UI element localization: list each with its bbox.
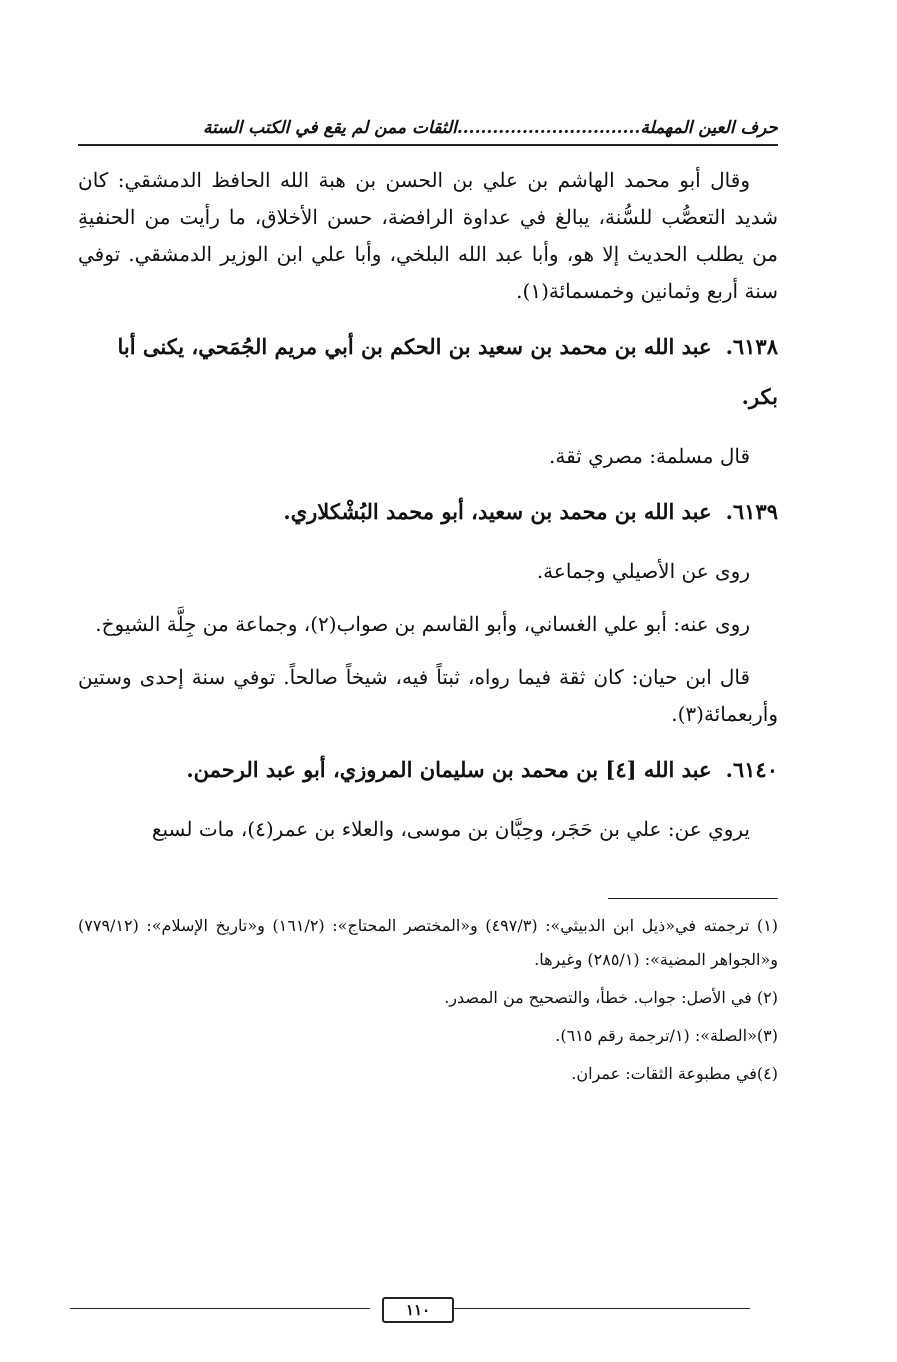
page-footer: [70, 1297, 750, 1321]
footnote-separator: [608, 898, 778, 899]
footnotes: [78, 909, 778, 1091]
header-chapter-title: حرف العين المهملة: [640, 118, 778, 138]
footer-rule-right: [450, 1308, 750, 1309]
paragraph: قال ابن حيان: كان ثقة فيما رواه، ثبتاً فيه، شيخاً صالحاً. توفي سنة إحدى وستين وأربعمائة(٣).: [78, 665, 778, 726]
entry-title: عبد الله بن محمد بن سعيد بن الحكم بن أبي مريم الجُمَحي، يكنى أبا بكر.: [117, 334, 778, 409]
entry-title: عبد الله بن محمد بن سعيد، أبو محمد البُشْكلاري.: [283, 499, 712, 524]
footer-rule-left: [70, 1308, 370, 1309]
header-book-title: الثقات ممن لم يقع في الكتب الستة: [203, 118, 457, 138]
entry-number: ٦١٣٨.: [725, 334, 778, 359]
page: [78, 118, 778, 1095]
paragraph: يروي عن: علي بن حَجَر، وحِبَّان بن موسى، والعلاء بن عمر(٤)، مات لسبع: [151, 817, 750, 841]
footnote: (٣)«الصلة»: (١/ترجمة رقم ٦١٥).: [555, 1026, 778, 1045]
page-number: ١١٠: [382, 1297, 454, 1323]
entry-heading: [78, 487, 778, 537]
entry-heading: [78, 322, 778, 422]
footnote: (١) ترجمته في«ذيل ابن الدبيثي»: (٤٩٧/٣) و«المختصر المحتاج»: (١٦١/٢) و«تاريخ الإسلام»: (٧٧٩/١٢) و«الجواهر المضية»: (٢٨٥/١) وغيرها.: [78, 916, 779, 969]
header-dots: ...............................: [456, 118, 641, 138]
entry-heading: [78, 745, 778, 795]
main-text: [78, 162, 778, 848]
footnote: (٢) في الأصل: جواب. خطأ، والتصحيح من المصدر.: [444, 988, 778, 1007]
paragraph: وقال أبو محمد الهاشم بن علي بن الحسن بن هبة الله الحافظ الدمشقي: كان شديد التعصُّب للسُّنة، يبالغ في عداوة الرافضة، حسن الأخلاق، ما رأيت من الحنفيةِ من يطلب الحديث إلا هو، وأبا عبد الله البلخي، وأبا علي ابن الوزير الدمشقي. توفي سنة أربع وثمانين وخمسمائة(١).: [78, 168, 778, 303]
entry-number: ٦١٤٠.: [725, 757, 778, 782]
paragraph: قال مسلمة: مصري ثقة.: [549, 444, 750, 468]
entry-number: ٦١٣٩.: [725, 499, 778, 524]
paragraph: روى عن الأصيلي وجماعة.: [536, 559, 750, 583]
running-header: [78, 118, 778, 146]
footnote: (٤)في مطبوعة الثقات: عمران.: [571, 1064, 778, 1083]
paragraph: روى عنه: أبو علي الغساني، وأبو القاسم بن صواب(٢)، وجماعة من جِلَّة الشيوخ.: [95, 612, 750, 636]
entry-title: عبد الله [٤] بن محمد بن سليمان المروزي، أبو عبد الرحمن.: [186, 757, 712, 782]
